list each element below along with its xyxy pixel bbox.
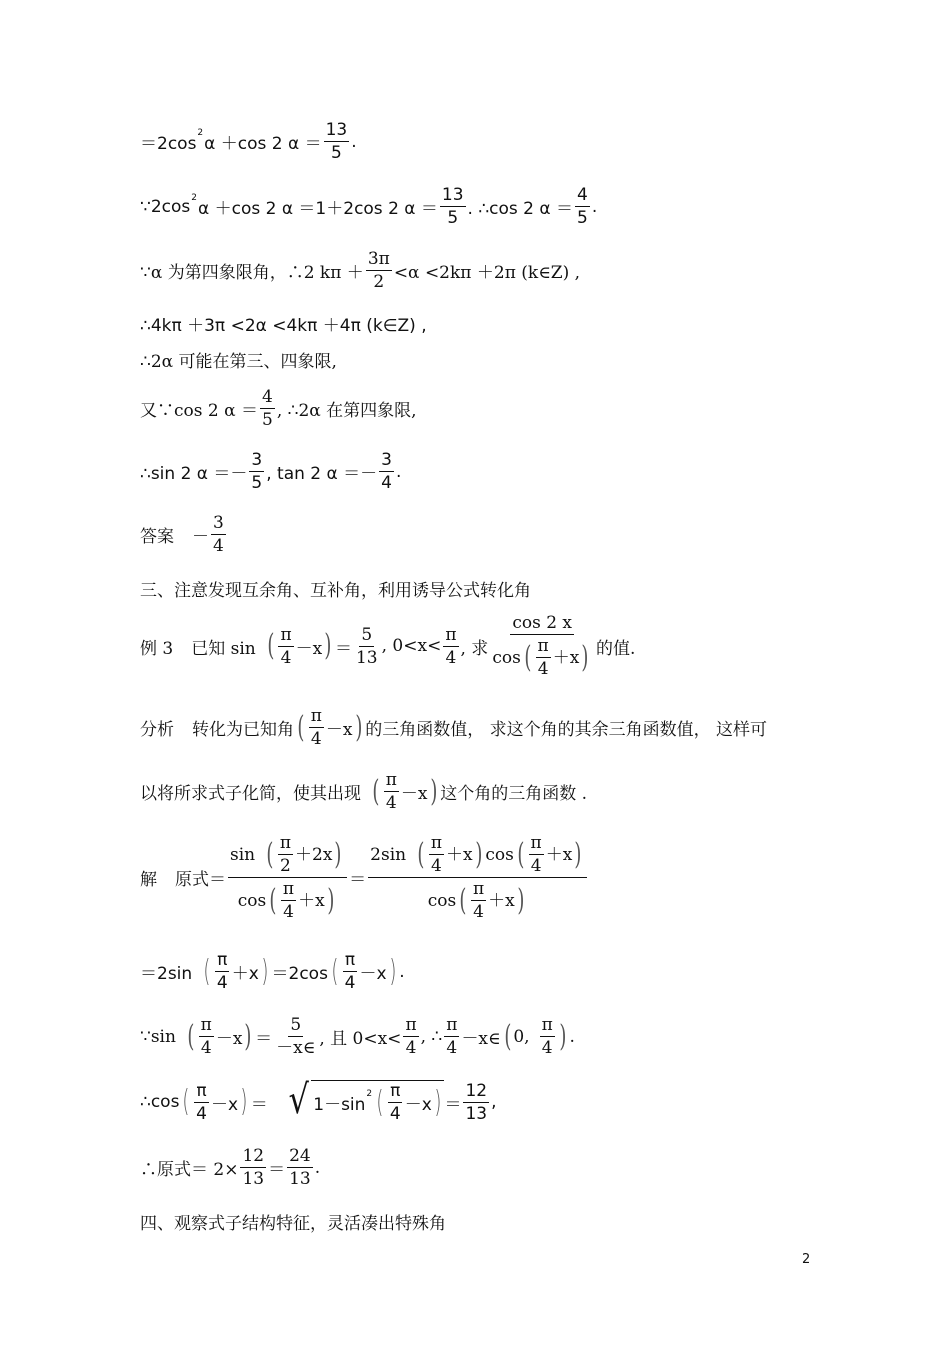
denominator: cos ( $\frac{\pi}{4}$ ＋x ): [427, 879, 525, 922]
eq-line-2: [140, 185, 597, 228]
denominator: 4: [310, 729, 322, 749]
text: ∴cos: [140, 1092, 180, 1112]
denominator: 4: [283, 902, 294, 922]
text: .: [314, 1157, 321, 1178]
text: 1－sin: [313, 1095, 366, 1115]
denominator: 4: [213, 536, 224, 556]
heading-text: 四、观察式子结构特征，灵活凑出特殊角: [140, 1214, 446, 1234]
fraction: [287, 1146, 313, 1189]
denominator: 4: [473, 902, 484, 922]
denominator: 4: [405, 1038, 417, 1058]
text: , ∴: [420, 1026, 443, 1047]
numerator: π: [279, 833, 292, 853]
numerator: π: [541, 1015, 553, 1035]
text: 转化为已知角: [192, 720, 294, 740]
numerator: π: [530, 833, 542, 853]
solution-label: 解: [140, 870, 157, 890]
fraction: [240, 1146, 266, 1189]
numerator: π: [280, 624, 292, 645]
fraction: [324, 120, 350, 163]
text: α ＋cos 2 α ＝: [204, 134, 322, 154]
denominator: 4: [196, 1103, 207, 1124]
text: ＝2sin: [140, 964, 193, 984]
answer-line: [140, 513, 228, 556]
text: ∵sin: [140, 1026, 176, 1047]
eq-line-15: [140, 1015, 575, 1058]
fraction: [366, 249, 392, 292]
numerator: π: [537, 636, 549, 656]
fraction: [463, 1081, 489, 1124]
text: 已知 sin: [191, 638, 256, 659]
numerator: 13: [325, 120, 348, 140]
interval-group: ( 0, $\frac{\pi}{4}$ ): [503, 1015, 567, 1058]
numerator: 2sin ( $\frac{\pi}{4}$ ＋x ) cos ( $\frac{\pi}{4}$ ＋x ): [368, 833, 587, 878]
target-fraction: [490, 613, 594, 679]
text: 以将所求式子化简，使其出现: [140, 784, 361, 804]
fraction: [379, 450, 394, 493]
eq-line-17: [140, 1146, 320, 1189]
denominator: cos ( $\frac{\pi}{4}$ ＋x ): [237, 879, 335, 922]
text: ∵α 为第四象限角，∴2 kπ ＋: [140, 263, 364, 283]
numerator: 3: [381, 450, 392, 470]
numerator: π: [472, 879, 485, 899]
denominator: 4: [280, 647, 292, 668]
fraction: [575, 185, 590, 228]
numerator: 13: [441, 185, 464, 205]
text: 原式＝: [175, 870, 226, 890]
example-3-line: [140, 613, 635, 679]
numerator: 12: [242, 1146, 265, 1166]
numerator: 24: [289, 1146, 311, 1166]
eq-line-6: [140, 387, 417, 430]
text: ∴sin 2 α ＝－: [140, 464, 248, 484]
numerator: 4: [577, 185, 588, 205]
text: ∵2cos: [140, 196, 191, 217]
denominator: 4: [530, 856, 542, 876]
denominator: 4: [430, 856, 442, 876]
denominator: 5: [251, 473, 263, 493]
fraction: [403, 1015, 418, 1058]
numerator: π: [196, 1080, 207, 1101]
section-heading-3: [140, 576, 531, 601]
denominator: 4: [445, 647, 457, 668]
text: .: [569, 1026, 575, 1047]
denominator: －x∈: [276, 1038, 316, 1058]
paren-group: ( $\frac{\pi}{4}$ －x ): [331, 950, 396, 993]
text: sin: [230, 844, 256, 865]
text: －x: [215, 1029, 243, 1049]
numerator: π: [445, 624, 457, 645]
denominator: 4: [344, 973, 356, 993]
text: ＋x: [552, 647, 580, 668]
text: cos: [427, 890, 457, 911]
superscript: 2: [191, 192, 197, 203]
fraction: [211, 513, 226, 556]
denominator: 4: [216, 973, 228, 993]
denominator: 2: [373, 272, 385, 292]
numerator: π: [310, 706, 322, 726]
text: <α <2kπ ＋2π (k∈Z) ,: [393, 263, 581, 283]
text: . ∴cos 2 α ＝: [467, 199, 574, 219]
text: ＋2x: [295, 844, 333, 865]
fraction: [444, 1015, 459, 1058]
denominator: 13: [465, 1103, 488, 1124]
section-heading-4: [140, 1209, 446, 1234]
eq-line-5: [140, 347, 337, 372]
text: －: [192, 527, 209, 547]
denominator: 13: [289, 1169, 311, 1189]
solution-line: [140, 833, 589, 922]
paren-group: ( $\frac{\pi}{4}$ ＋x ): [203, 950, 269, 993]
text: －x: [325, 720, 353, 740]
example-label: 例 3: [140, 638, 174, 659]
denominator: 5: [577, 208, 588, 228]
numerator: 5: [361, 624, 373, 645]
denominator: 5: [262, 410, 273, 430]
numerator: 3: [251, 450, 263, 470]
numerator: cos 2 x: [512, 613, 573, 633]
denominator: 4: [446, 1038, 458, 1058]
text: ＋x: [488, 890, 515, 911]
denominator: 4: [389, 1104, 401, 1124]
superscript: 2: [366, 1088, 373, 1099]
text: .: [399, 961, 405, 982]
numerator: 3π: [367, 249, 390, 269]
text: －x∈: [461, 1029, 501, 1049]
fraction: [228, 833, 347, 922]
text: ＝: [349, 870, 367, 890]
numerator: π: [446, 1015, 458, 1035]
text: ,: [491, 1092, 497, 1112]
paren-group: ( $\frac{\pi}{4}$ －x ): [187, 1015, 252, 1058]
analysis-line-2: [140, 770, 587, 813]
text: ∴4kπ ＋3π <2α <4kπ ＋4π (k∈Z) ,: [140, 316, 427, 336]
denominator: 4: [537, 659, 549, 679]
numerator: π: [430, 833, 442, 853]
fraction: [443, 625, 458, 668]
text: ∴2α 可能在第三、四象限,: [140, 352, 337, 372]
denominator: 13: [242, 1169, 265, 1189]
radical-sign: √: [288, 1077, 309, 1123]
denominator: 4: [385, 793, 397, 813]
text: －x: [359, 964, 387, 984]
square-root: √ 1－sin 2 ( $\frac{\pi}{4}$ －x ): [286, 1080, 445, 1124]
text: ＝2cos: [140, 134, 197, 154]
text: 这个角的三角函数 .: [440, 784, 588, 804]
numerator: π: [217, 950, 228, 970]
paren-group: ( $\frac{\pi}{4}$ －x ): [297, 706, 362, 749]
text: .: [395, 461, 402, 482]
text: 又∵cos 2 α ＝: [140, 401, 258, 421]
fraction: [249, 450, 264, 493]
text: , 且 0<x<: [319, 1029, 402, 1049]
text: ＝: [255, 1029, 273, 1049]
text: , 求: [460, 638, 489, 659]
paren-group: ( $\frac{\pi}{4}$ －x ): [182, 1080, 248, 1124]
denominator: 4: [541, 1038, 553, 1058]
heading-text: 三、注意发现互余角、互补角，利用诱导公式转化角: [140, 581, 531, 601]
text: cos: [485, 844, 514, 865]
numerator: 4: [262, 387, 273, 407]
denominator: 4: [200, 1038, 212, 1058]
text: ＝: [444, 1094, 462, 1115]
text: , tan 2 α ＝－: [266, 464, 378, 484]
denominator: 5: [447, 208, 459, 228]
fraction: [368, 833, 587, 922]
numerator: π: [385, 770, 397, 790]
numerator: π: [405, 1015, 417, 1035]
text: ＝: [250, 1094, 268, 1115]
paren-group: ( $\frac{\pi}{4}$ －x ): [372, 770, 437, 813]
text: .: [351, 131, 357, 152]
eq-line-1: [140, 120, 357, 163]
text: －x: [400, 784, 428, 804]
eq-line-16: [140, 1077, 497, 1124]
text: ＝: [334, 638, 352, 659]
eq-line-7: [140, 450, 401, 493]
denominator: cos ( $\frac{\pi}{4}$ ＋x ): [492, 636, 589, 679]
text: ∴原式＝ 2×: [140, 1160, 239, 1180]
text: ＝2cos: [271, 964, 328, 984]
text: cos: [237, 890, 267, 911]
numerator: π: [344, 950, 356, 970]
text: .: [591, 196, 598, 217]
text: ＋x: [545, 844, 573, 865]
eq-line-14: [140, 950, 405, 993]
answer-label: 答案: [140, 527, 174, 547]
text: －x: [404, 1095, 432, 1115]
numerator: 12: [465, 1080, 488, 1101]
page-number: 2: [802, 1252, 811, 1267]
text: 的值.: [596, 638, 636, 659]
numerator: sin ( $\frac{\pi}{2}$ ＋2x ): [228, 833, 347, 878]
fraction: [354, 625, 380, 668]
numerator: 5: [290, 1015, 302, 1035]
analysis-label: 分析: [140, 720, 174, 740]
text: ＋x: [298, 890, 325, 911]
eq-line-4: [140, 311, 427, 336]
eq-line-3: [140, 249, 580, 292]
fraction: [440, 185, 466, 228]
denominator: 13: [355, 647, 378, 668]
fraction: [260, 387, 275, 430]
paren-group: ( $\frac{\pi}{4}$ －x ): [267, 624, 332, 668]
text: 的三角函数值， 求这个角的其余三角函数值， 这样可: [365, 720, 768, 740]
text: 2sin: [370, 844, 407, 865]
analysis-line-1: [140, 706, 767, 749]
numerator: π: [390, 1081, 401, 1101]
numerator: π: [282, 879, 295, 899]
denominator: 4: [381, 473, 392, 493]
numerator: π: [200, 1015, 212, 1035]
text: －x: [210, 1094, 239, 1115]
numerator: 3: [213, 513, 224, 533]
text: , 0<x<: [381, 636, 442, 656]
text: ＋x: [446, 844, 473, 865]
text: ＋x: [231, 964, 259, 984]
denominator: 5: [331, 143, 342, 163]
text: 0,: [513, 1026, 530, 1047]
text: cos: [492, 647, 521, 668]
fraction: [274, 1015, 317, 1058]
superscript: 2: [197, 127, 204, 138]
text: －x: [295, 638, 323, 659]
denominator: 2: [280, 856, 291, 876]
text: α ＋cos 2 α ＝1＋2cos 2 α ＝: [197, 199, 438, 219]
text: , ∴2α 在第四象限,: [276, 401, 417, 421]
text: ＝: [268, 1160, 286, 1180]
